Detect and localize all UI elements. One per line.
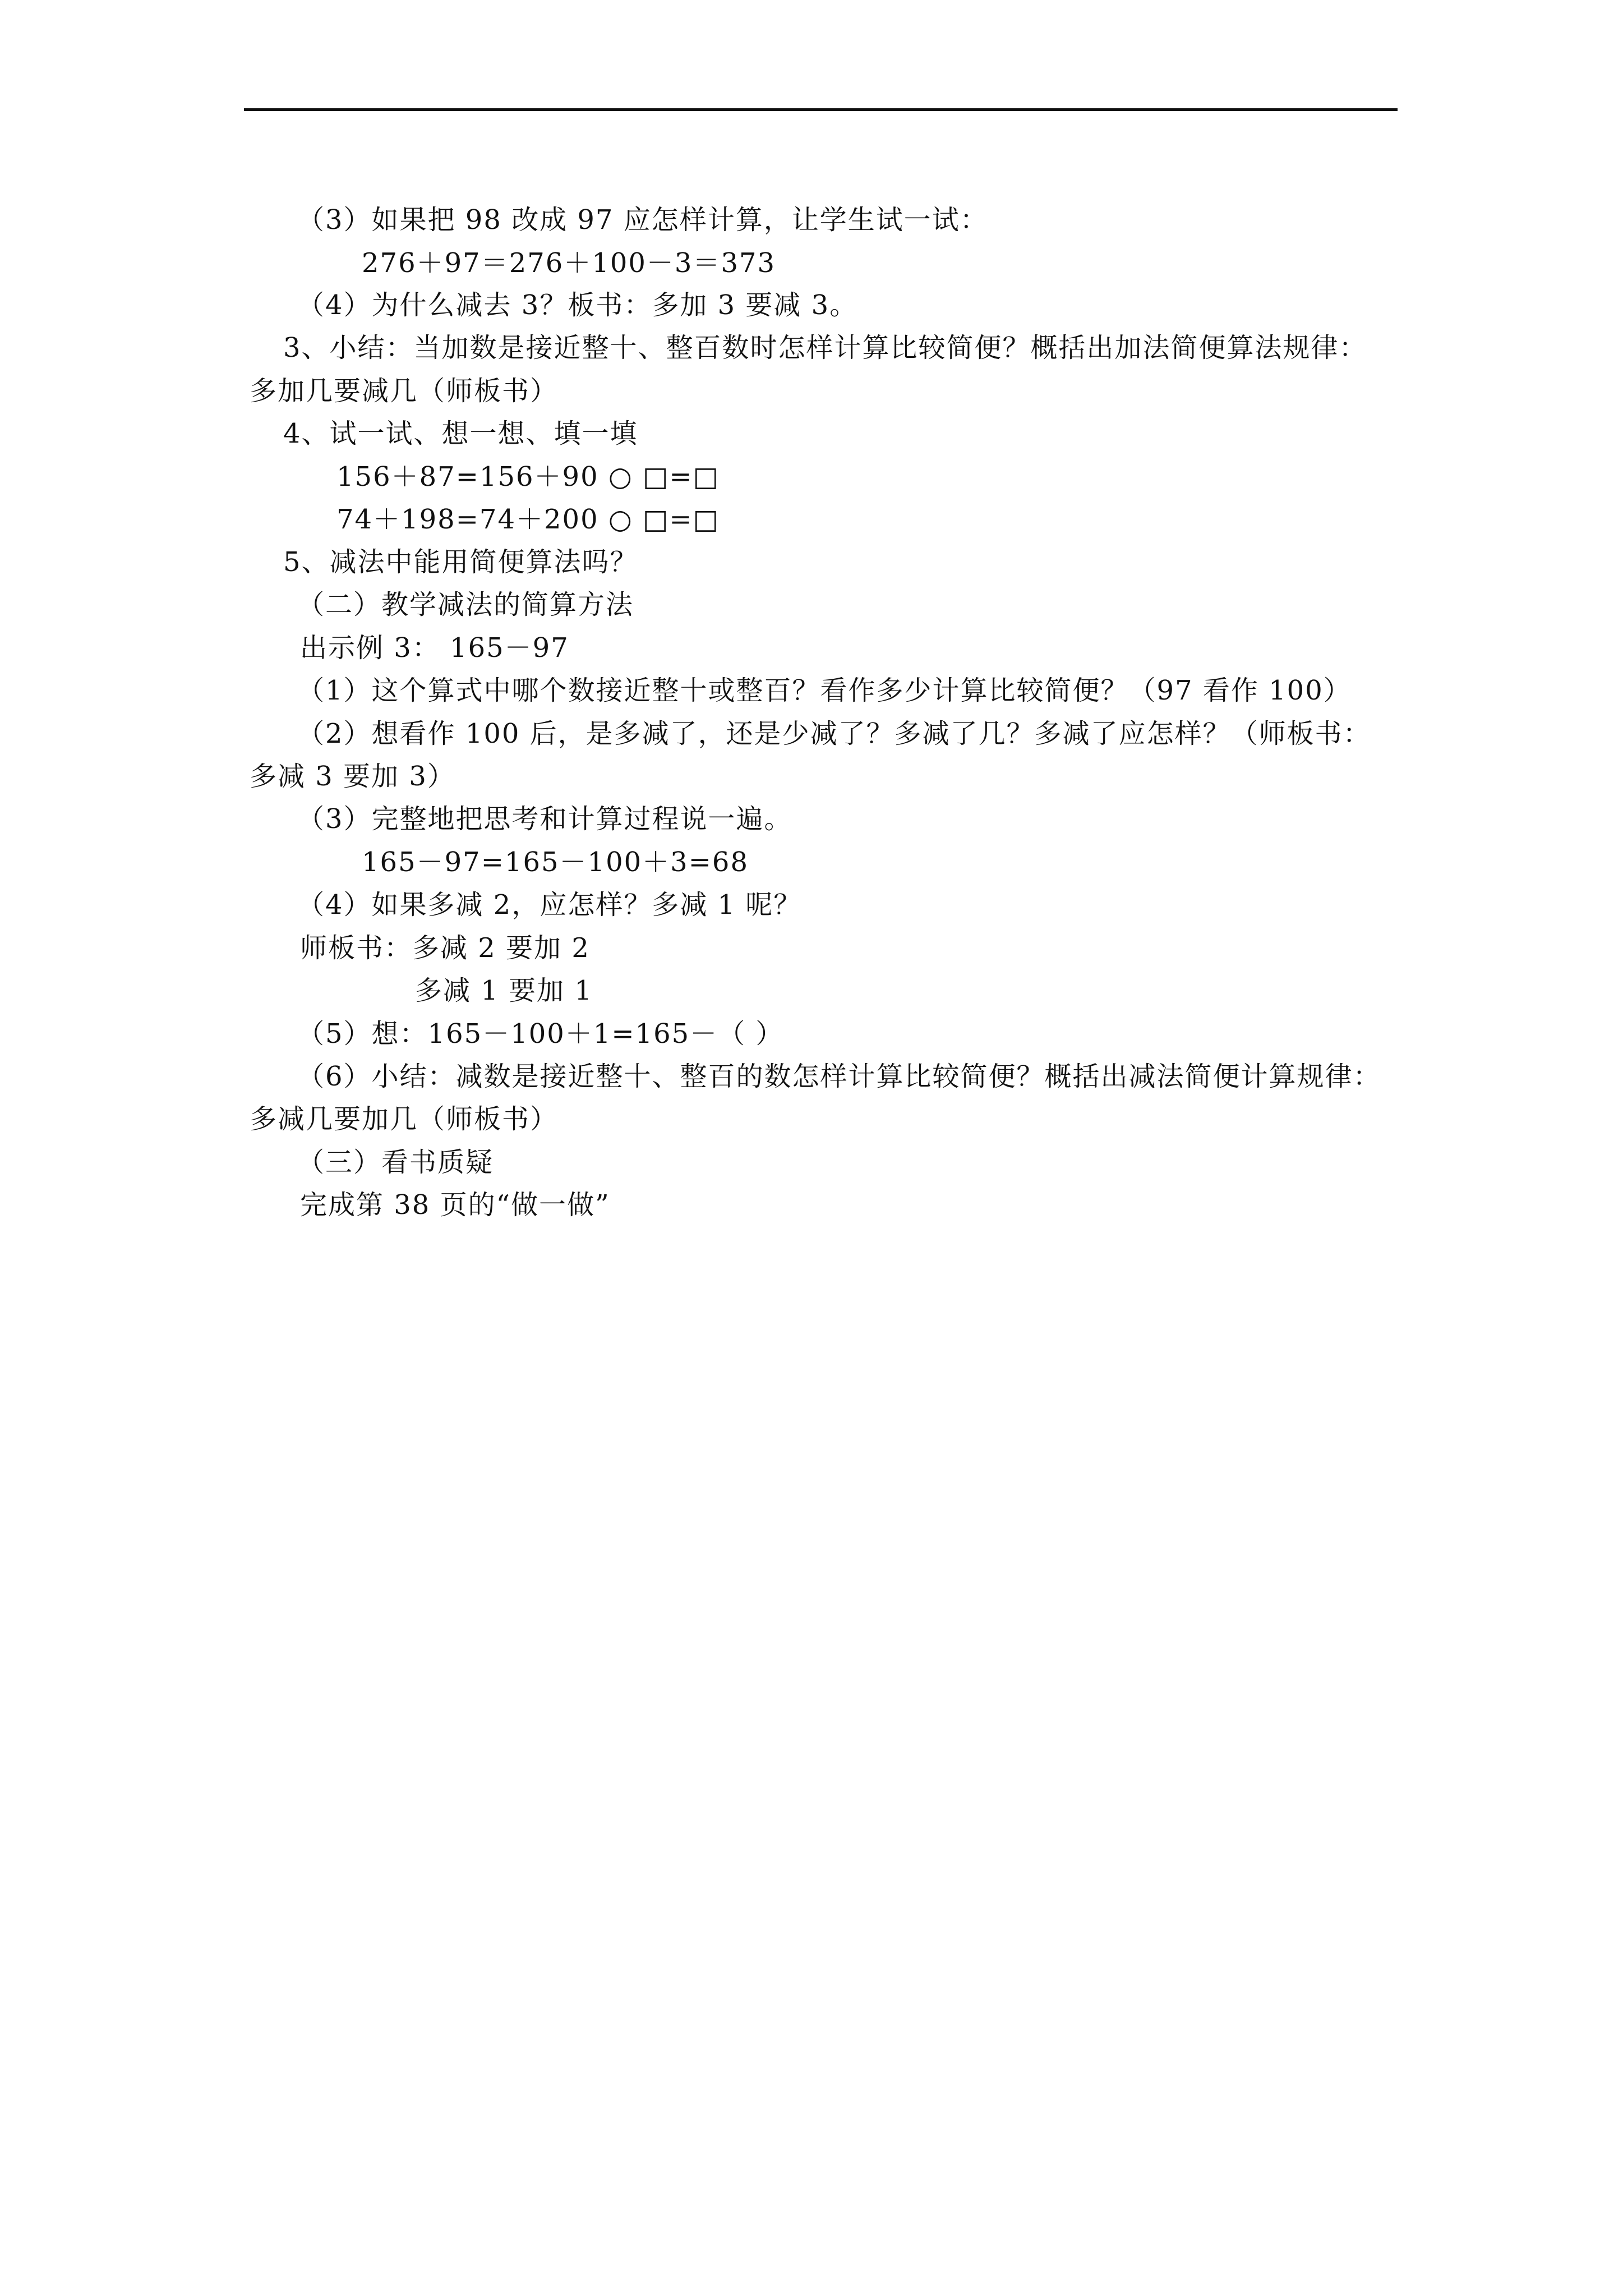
header-rule	[244, 108, 1398, 111]
text-line: （4）为什么减去 3？板书：多加 3 要减 3。	[297, 289, 858, 321]
text-line: （3）完整地把思考和计算过程说一遍。	[297, 803, 792, 835]
text-line: 多减几要加几（师板书）	[250, 1103, 559, 1135]
text-line: （3）如果把 98 改成 97 应怎样计算，让学生试一试：	[297, 204, 988, 236]
text-line: 师板书：多减 2 要加 2	[300, 932, 590, 964]
text-line: 多加几要减几（师板书）	[250, 375, 559, 407]
text-line: （4）如果多减 2，应怎样？多减 1 呢？	[297, 889, 802, 921]
section-heading: （二）教学减法的简算方法	[297, 589, 634, 620]
text-line: 4、试一试、想一想、填一填	[283, 418, 638, 449]
text-line: 3、小结：当加数是接近整十、整百数时怎样计算比较简便？概括出加法简便算法规律：	[283, 332, 1367, 364]
text-line: 出示例 3： 165－97	[300, 632, 569, 664]
text-line: 多减 1 要加 1	[415, 975, 593, 1006]
text-line: （1）这个算式中哪个数接近整十或整百？看作多少计算比较简便？（97 看作 100）	[297, 675, 1352, 706]
formula-line: 165－97=165－100＋3=68	[362, 846, 749, 878]
text-line: 完成第 38 页的“做一做”	[300, 1189, 610, 1221]
text-line: 5、减法中能用简便算法吗？	[283, 546, 638, 578]
text-line: （5）想：165－100＋1=165－（ ）	[297, 1018, 784, 1050]
text-line: （6）小结：减数是接近整十、整百的数怎样计算比较简便？概括出减法简便计算规律：	[297, 1061, 1381, 1092]
formula-line: 156＋87=156＋90 ○ □=□	[336, 461, 720, 493]
formula-line: 276＋97＝276＋100－3＝373	[362, 247, 776, 279]
section-heading: （三）看书质疑	[297, 1147, 494, 1178]
text-line: 多减 3 要加 3）	[250, 761, 455, 792]
formula-line: 74＋198=74＋200 ○ □=□	[336, 504, 720, 535]
text-line: （2）想看作 100 后，是多减了，还是少减了？多减了几？多减了应怎样？（师板书：	[297, 718, 1371, 749]
